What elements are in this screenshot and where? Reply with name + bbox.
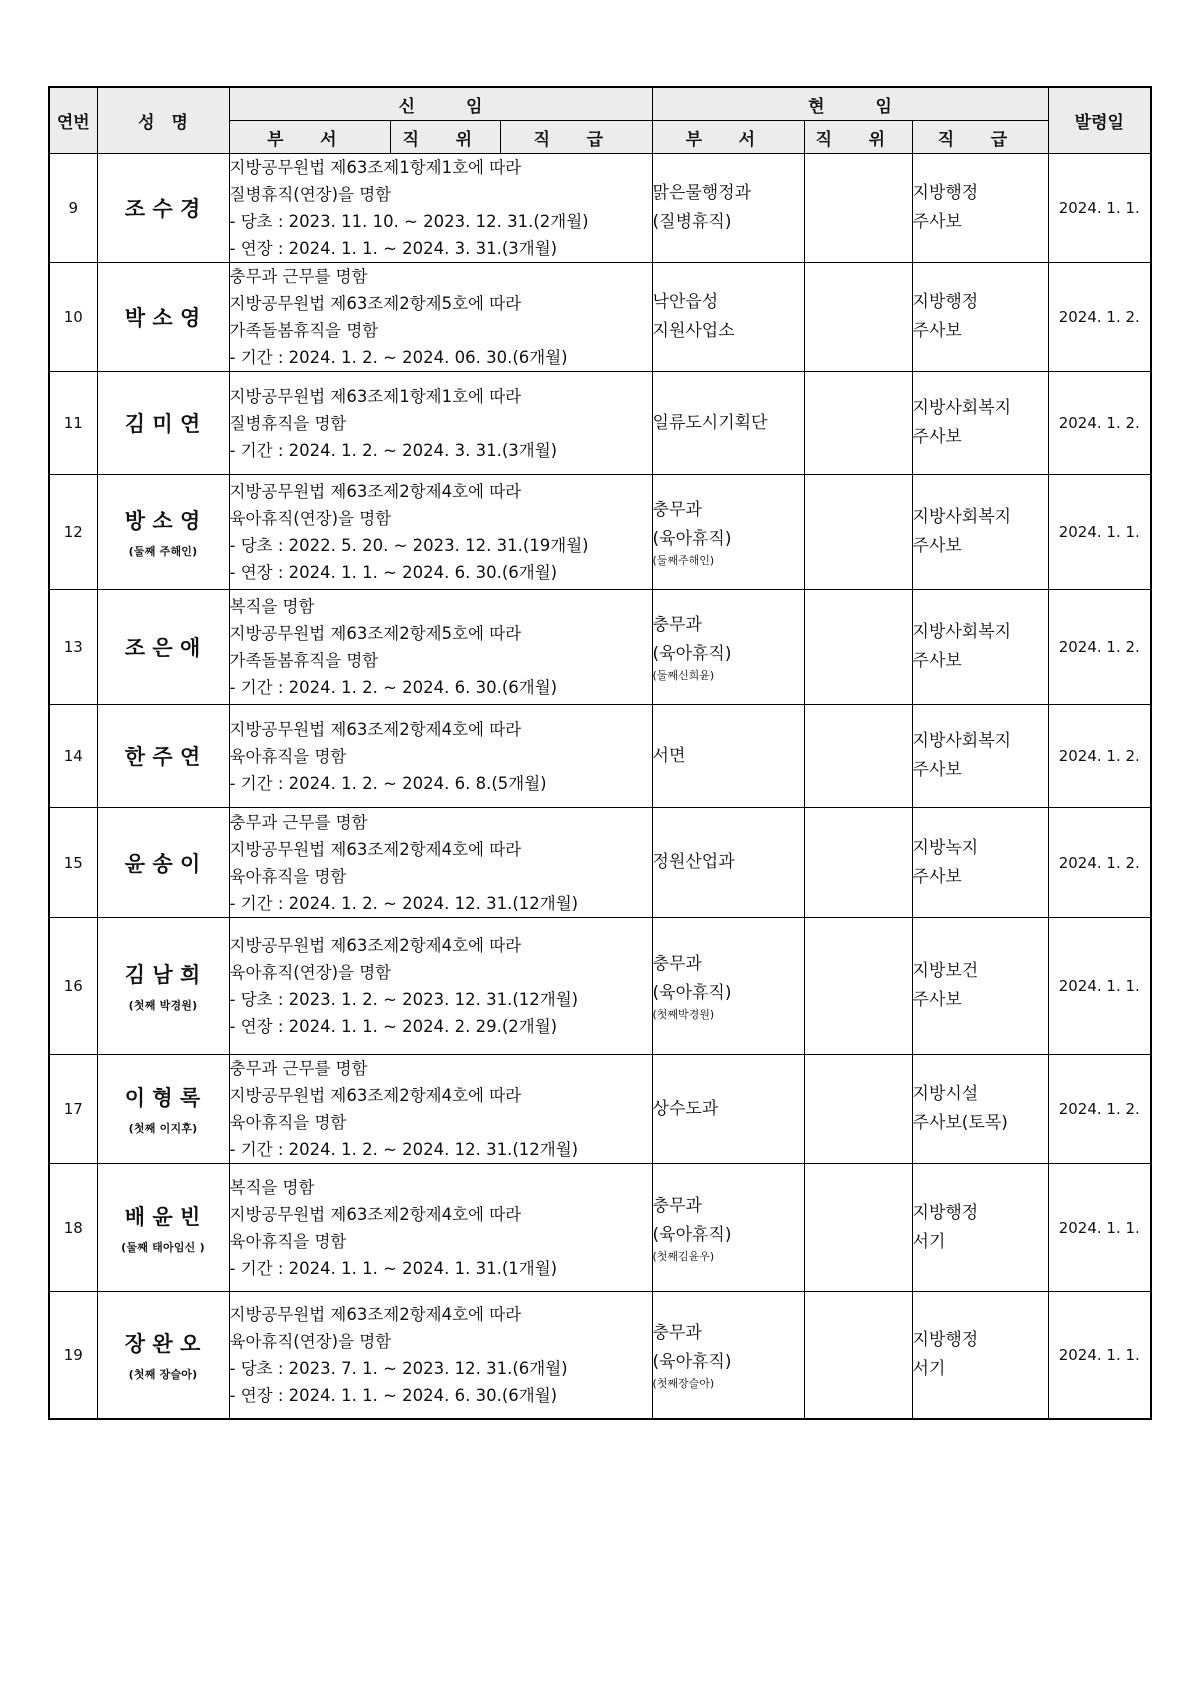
row-number: 19 bbox=[49, 1292, 97, 1419]
order-line: - 기간 : 2024. 1. 2. ~ 2024. 3. 31.(3개월) bbox=[229, 440, 558, 460]
current-grade-line: 지방녹지 bbox=[912, 837, 979, 858]
new-dept-order-text bbox=[229, 154, 652, 263]
row-number: 16 bbox=[49, 918, 97, 1055]
table-row bbox=[49, 590, 1151, 705]
current-grade bbox=[912, 808, 1048, 918]
order-line: 지방공무원법 제63조제2항제5호에 따라 bbox=[229, 624, 522, 643]
current-dept-line: (육아휴직) bbox=[652, 529, 732, 549]
header-new-grade: 직 급 bbox=[500, 121, 652, 154]
order-line: 지방공무원법 제63조제2항제4호에 따라 bbox=[229, 1204, 522, 1224]
person-name-cell bbox=[97, 808, 229, 918]
row-number: 10 bbox=[49, 263, 97, 372]
person-name: 이형록 bbox=[124, 1086, 208, 1110]
current-position bbox=[804, 263, 912, 372]
order-line: 육아휴직을 명함 bbox=[229, 1113, 347, 1132]
order-line: 육아휴직을 명함 bbox=[229, 866, 347, 886]
table-row bbox=[49, 372, 1151, 475]
current-dept-line: 상수도과 bbox=[652, 1098, 719, 1119]
row-number: 12 bbox=[49, 475, 97, 590]
current-grade-line: 주사보 bbox=[912, 651, 962, 671]
order-date: 2024. 1. 1. bbox=[1048, 918, 1151, 1055]
current-dept bbox=[652, 808, 804, 918]
order-line: - 기간 : 2024. 1. 2. ~ 2024. 6. 8.(5개월) bbox=[229, 773, 547, 793]
order-line: 육아휴직을 명함 bbox=[229, 1231, 347, 1251]
current-grade bbox=[912, 263, 1048, 372]
current-dept bbox=[652, 1292, 804, 1419]
current-dept-child-note: (첫째박경원) bbox=[652, 1008, 715, 1021]
order-line: 충무과 근무를 명함 bbox=[229, 1059, 368, 1078]
current-grade-line: 지방행정 bbox=[912, 292, 979, 312]
header-current-position: 직 위 bbox=[804, 121, 912, 154]
current-position bbox=[804, 1055, 912, 1164]
current-grade-line: 주사보(토목) bbox=[912, 1113, 1008, 1133]
current-grade bbox=[912, 1292, 1048, 1419]
order-line: 충무과 근무를 명함 bbox=[229, 267, 368, 286]
order-line: 지방공무원법 제63조제2항제4호에 따라 bbox=[229, 1086, 522, 1105]
order-line: 지방공무원법 제63조제2항제4호에 따라 bbox=[229, 1304, 522, 1324]
current-grade bbox=[912, 705, 1048, 808]
table-row bbox=[49, 1055, 1151, 1164]
order-line: - 당초 : 2023. 7. 1. ~ 2023. 12. 31.(6개월) bbox=[229, 1358, 568, 1378]
order-line: - 당초 : 2023. 1. 2. ~ 2023. 12. 31.(12개월) bbox=[229, 990, 579, 1009]
current-grade-line: 지방행정 bbox=[912, 1202, 979, 1223]
current-dept-child-note: (첫째장슬아) bbox=[652, 1376, 715, 1390]
order-date: 2024. 1. 2. bbox=[1048, 372, 1151, 475]
person-name-cell bbox=[97, 475, 229, 590]
person-name-cell bbox=[97, 263, 229, 372]
current-grade-line: 지방사회복지 bbox=[912, 398, 1012, 418]
current-grade bbox=[912, 1164, 1048, 1292]
order-date: 2024. 1. 2. bbox=[1048, 1055, 1151, 1164]
current-grade-line: 지방행정 bbox=[912, 1329, 979, 1350]
current-dept-line: 정원산업과 bbox=[652, 852, 735, 872]
order-line: 지방공무원법 제63조제2항제4호에 따라 bbox=[229, 719, 522, 739]
current-grade-line: 지방보건 bbox=[912, 961, 979, 981]
current-position bbox=[804, 1292, 912, 1419]
header-new-dept: 부 서 bbox=[229, 121, 390, 154]
person-child-note: (첫째 박경원) bbox=[128, 999, 198, 1012]
person-name: 박소영 bbox=[124, 306, 208, 330]
current-position bbox=[804, 808, 912, 918]
current-dept bbox=[652, 154, 804, 263]
person-child-note: (둘째 태아임신 ) bbox=[121, 1240, 205, 1254]
table-row bbox=[49, 808, 1151, 918]
current-grade bbox=[912, 154, 1048, 263]
order-date: 2024. 1. 2. bbox=[1048, 705, 1151, 808]
current-dept-line: 충무과 bbox=[652, 954, 702, 974]
order-line: - 기간 : 2024. 1. 2. ~ 2024. 6. 30.(6개월) bbox=[229, 678, 558, 697]
current-grade bbox=[912, 590, 1048, 705]
order-line: 육아휴직을 명함 bbox=[229, 746, 347, 766]
current-position bbox=[804, 154, 912, 263]
current-grade-line: 주사보 bbox=[912, 760, 962, 780]
order-date: 2024. 1. 1. bbox=[1048, 475, 1151, 590]
person-name: 조은애 bbox=[124, 636, 208, 660]
order-date: 2024. 1. 2. bbox=[1048, 808, 1151, 918]
current-grade-line: 지방사회복지 bbox=[912, 622, 1012, 642]
current-grade-line: 주사보 bbox=[912, 536, 962, 556]
order-line: - 기간 : 2024. 1. 1. ~ 2024. 1. 31.(1개월) bbox=[229, 1258, 558, 1278]
order-line: - 연장 : 2024. 1. 1. ~ 2024. 2. 29.(2개월) bbox=[229, 1017, 558, 1036]
person-name-cell bbox=[97, 1055, 229, 1164]
table-row bbox=[49, 1164, 1151, 1292]
header-date: 발령일 bbox=[1048, 87, 1151, 154]
person-child-note: (첫째 장슬아) bbox=[128, 1367, 198, 1381]
order-date: 2024. 1. 2. bbox=[1048, 590, 1151, 705]
order-line: - 기간 : 2024. 1. 2. ~ 2024. 06. 30.(6개월) bbox=[229, 348, 568, 367]
new-dept-order-text bbox=[229, 590, 652, 705]
current-dept-line: 맑은물행정과 bbox=[652, 183, 752, 203]
order-line: 육아휴직(연장)을 명함 bbox=[229, 1331, 392, 1351]
order-line: 지방공무원법 제63조제1항제1호에 따라 bbox=[229, 386, 522, 406]
order-line: 육아휴직(연장)을 명함 bbox=[229, 963, 392, 982]
table-body bbox=[49, 154, 1151, 1419]
current-position bbox=[804, 372, 912, 475]
header-no: 연번 bbox=[49, 87, 97, 154]
row-number: 9 bbox=[49, 154, 97, 263]
current-dept-line: (육아휴직) bbox=[652, 644, 732, 664]
order-date: 2024. 1. 2. bbox=[1048, 263, 1151, 372]
order-date: 2024. 1. 1. bbox=[1048, 1292, 1151, 1419]
person-name-cell bbox=[97, 154, 229, 263]
new-dept-order-text bbox=[229, 263, 652, 372]
current-grade-line: 지방행정 bbox=[912, 183, 979, 203]
order-line: 지방공무원법 제63조제2항제4호에 따라 bbox=[229, 936, 522, 955]
row-number: 17 bbox=[49, 1055, 97, 1164]
current-grade-line: 지방시설 bbox=[912, 1084, 979, 1104]
current-position bbox=[804, 590, 912, 705]
current-grade bbox=[912, 918, 1048, 1055]
order-line: 복직을 명함 bbox=[229, 597, 315, 616]
current-grade bbox=[912, 1055, 1048, 1164]
current-dept-line: 충무과 bbox=[652, 1322, 702, 1343]
header-current-group: 현 임 bbox=[652, 87, 1048, 121]
current-dept-line: (육아휴직) bbox=[652, 1351, 732, 1372]
table-row bbox=[49, 154, 1151, 263]
order-line: 지방공무원법 제63조제2항제4호에 따라 bbox=[229, 482, 522, 501]
current-grade-line: 서기 bbox=[912, 1231, 946, 1252]
current-dept bbox=[652, 475, 804, 590]
table-row bbox=[49, 705, 1151, 808]
personnel-order-table bbox=[48, 86, 1152, 1420]
current-dept-line: 충무과 bbox=[652, 615, 702, 635]
current-position bbox=[804, 918, 912, 1055]
current-dept-line: 충무과 bbox=[652, 500, 702, 520]
current-dept bbox=[652, 372, 804, 475]
current-dept-line: 일류도시기획단 bbox=[652, 412, 768, 433]
order-line: 지방공무원법 제63조제2항제5호에 따라 bbox=[229, 294, 522, 313]
order-line: 지방공무원법 제63조제2항제4호에 따라 bbox=[229, 839, 522, 859]
current-dept bbox=[652, 1055, 804, 1164]
row-number: 14 bbox=[49, 705, 97, 808]
current-dept-line: 충무과 bbox=[652, 1195, 702, 1216]
person-child-note: (둘째 주해인) bbox=[128, 545, 198, 558]
person-name-cell bbox=[97, 590, 229, 705]
current-grade bbox=[912, 475, 1048, 590]
current-grade-line: 주사보 bbox=[912, 212, 962, 232]
person-name: 김남희 bbox=[124, 963, 208, 987]
person-child-note: (첫째 이지후) bbox=[128, 1122, 198, 1135]
current-grade bbox=[912, 372, 1048, 475]
current-grade-line: 주사보 bbox=[912, 427, 962, 447]
order-line: 질병휴직을 명함 bbox=[229, 413, 347, 433]
new-dept-order-text bbox=[229, 808, 652, 918]
person-name: 장완오 bbox=[124, 1331, 208, 1356]
header-current-grade: 직 급 bbox=[912, 121, 1048, 154]
header-name: 성 명 bbox=[97, 87, 229, 154]
table-row bbox=[49, 918, 1151, 1055]
new-dept-order-text bbox=[229, 1292, 652, 1419]
current-position bbox=[804, 1164, 912, 1292]
new-dept-order-text bbox=[229, 372, 652, 475]
order-line: - 기간 : 2024. 1. 2. ~ 2024. 12. 31.(12개월) bbox=[229, 893, 579, 913]
order-line: 질병휴직(연장)을 명함 bbox=[229, 185, 392, 204]
current-dept-line: (질병휴직) bbox=[652, 212, 732, 232]
header-new-group: 신 임 bbox=[229, 87, 652, 121]
table-row bbox=[49, 475, 1151, 590]
current-dept bbox=[652, 263, 804, 372]
order-line: - 기간 : 2024. 1. 2. ~ 2024. 12. 31.(12개월) bbox=[229, 1140, 579, 1159]
order-line: 지방공무원법 제63조제1항제1호에 따라 bbox=[229, 158, 522, 177]
order-line: - 당초 : 2023. 11. 10. ~ 2023. 12. 31.(2개월) bbox=[229, 212, 589, 231]
order-line: - 연장 : 2024. 1. 1. ~ 2024. 6. 30.(6개월) bbox=[229, 563, 558, 582]
table-row bbox=[49, 263, 1151, 372]
current-dept-line: 서면 bbox=[652, 745, 686, 766]
current-grade-line: 서기 bbox=[912, 1358, 946, 1379]
current-dept bbox=[652, 1164, 804, 1292]
row-number: 11 bbox=[49, 372, 97, 475]
header-new-position: 직 위 bbox=[390, 121, 500, 154]
person-name-cell bbox=[97, 705, 229, 808]
person-name-cell bbox=[97, 1164, 229, 1292]
person-name: 한주연 bbox=[124, 745, 208, 769]
current-dept-line: 지원사업소 bbox=[652, 321, 735, 341]
row-number: 13 bbox=[49, 590, 97, 705]
table-row bbox=[49, 1292, 1151, 1419]
person-name: 김미연 bbox=[124, 412, 208, 436]
current-dept-line: 낙안읍성 bbox=[652, 292, 719, 312]
person-name: 배윤빈 bbox=[124, 1204, 208, 1229]
current-dept bbox=[652, 705, 804, 808]
person-name: 윤송이 bbox=[124, 851, 208, 876]
current-grade-line: 지방사회복지 bbox=[912, 507, 1012, 527]
order-date: 2024. 1. 1. bbox=[1048, 154, 1151, 263]
current-dept bbox=[652, 918, 804, 1055]
current-grade-line: 주사보 bbox=[912, 866, 962, 887]
current-grade-line: 주사보 bbox=[912, 321, 962, 341]
current-dept bbox=[652, 590, 804, 705]
current-grade-line: 지방사회복지 bbox=[912, 731, 1012, 751]
new-dept-order-text bbox=[229, 1164, 652, 1292]
order-line: 충무과 근무를 명함 bbox=[229, 812, 368, 832]
new-dept-order-text bbox=[229, 705, 652, 808]
order-line: - 연장 : 2024. 1. 1. ~ 2024. 3. 31.(3개월) bbox=[229, 239, 558, 258]
current-dept-child-note: (첫째김윤우) bbox=[652, 1249, 715, 1263]
current-dept-child-note: (둘째주해인) bbox=[652, 554, 715, 567]
order-line: 가족돌봄휴직을 명함 bbox=[229, 321, 379, 340]
new-dept-order-text bbox=[229, 1055, 652, 1164]
person-name-cell bbox=[97, 372, 229, 475]
current-dept-child-note: (둘째신희윤) bbox=[652, 669, 715, 682]
order-line: 육아휴직(연장)을 명함 bbox=[229, 509, 392, 528]
row-number: 15 bbox=[49, 808, 97, 918]
person-name-cell bbox=[97, 918, 229, 1055]
new-dept-order-text bbox=[229, 475, 652, 590]
person-name: 조수경 bbox=[124, 197, 208, 221]
order-date: 2024. 1. 1. bbox=[1048, 1164, 1151, 1292]
person-name: 방소영 bbox=[124, 509, 208, 533]
new-dept-order-text bbox=[229, 918, 652, 1055]
current-position bbox=[804, 705, 912, 808]
current-dept-line: (육아휴직) bbox=[652, 983, 732, 1003]
header-current-dept: 부 서 bbox=[652, 121, 804, 154]
order-line: - 연장 : 2024. 1. 1. ~ 2024. 6. 30.(6개월) bbox=[229, 1385, 558, 1405]
order-line: 가족돌봄휴직을 명함 bbox=[229, 651, 379, 670]
person-name-cell bbox=[97, 1292, 229, 1419]
current-position bbox=[804, 475, 912, 590]
row-number: 18 bbox=[49, 1164, 97, 1292]
current-grade-line: 주사보 bbox=[912, 990, 962, 1010]
current-dept-line: (육아휴직) bbox=[652, 1224, 732, 1245]
order-line: - 당초 : 2022. 5. 20. ~ 2023. 12. 31.(19개월) bbox=[229, 536, 589, 555]
order-line: 복직을 명함 bbox=[229, 1177, 315, 1197]
